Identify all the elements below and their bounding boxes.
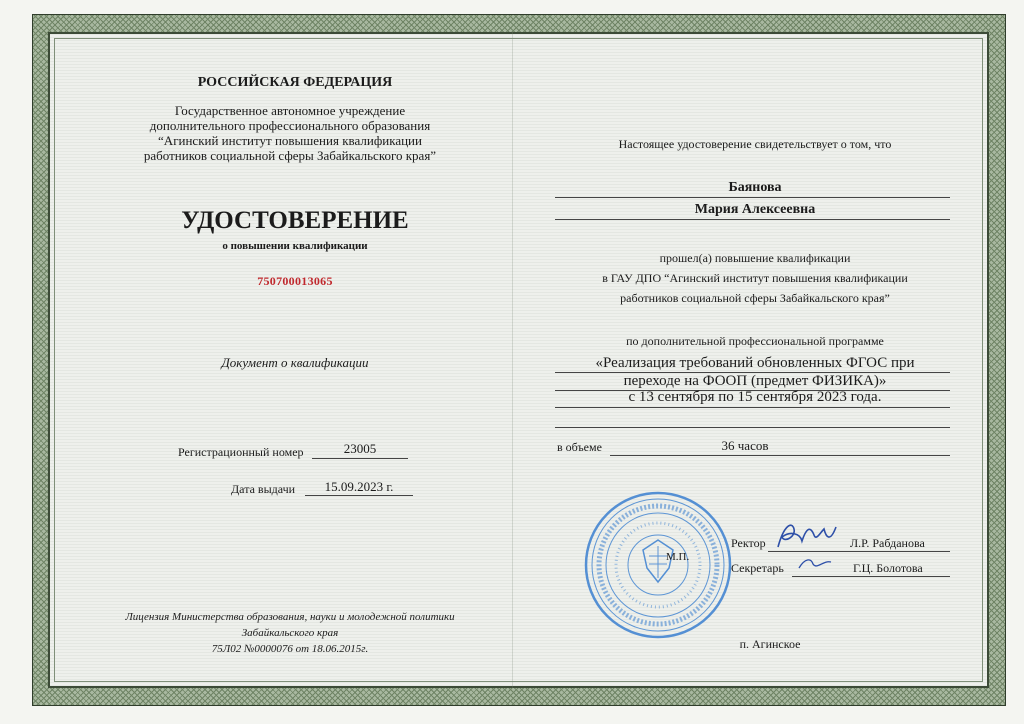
volume-label: в объеме xyxy=(557,440,602,454)
registration-underline xyxy=(312,458,408,459)
serial-number: 750700013065 xyxy=(257,274,333,288)
rector-label: Ректор xyxy=(731,536,766,550)
program-label: по дополнительной профессиональной программе xyxy=(626,334,884,348)
org-line: Государственное автономное учреждение xyxy=(174,103,406,118)
volume-value: 36 часов xyxy=(721,438,769,453)
license-line: Забайкальского края xyxy=(241,627,339,639)
secretary-signature xyxy=(795,554,835,574)
surname: Баянова xyxy=(728,180,782,195)
secretary-label: Секретарь xyxy=(731,561,784,575)
passed-text: прошел(а) повышение квалификации xyxy=(659,251,851,265)
document-type: Документ о квалификации xyxy=(221,355,369,370)
document-title: УДОСТОВЕРЕНИЕ xyxy=(181,207,409,234)
program-title-line: «Реализация требований обновленных ФГОС при xyxy=(595,355,915,371)
secretary-name: Г.Ц. Болотова xyxy=(853,561,923,575)
institution-line: в ГАУ ДПО “Агинский институт повышения квалификации xyxy=(602,271,908,285)
org-line: работников социальной сферы Забайкальского края” xyxy=(143,148,437,163)
license-line: Лицензия Министерства образования, науки и молодежной политики xyxy=(125,611,455,623)
certificate-intro: Настоящее удостоверение свидетельствует о том, что xyxy=(618,137,892,151)
place-name: п. Агинское xyxy=(739,637,801,651)
institution-line: работников социальной сферы Забайкальского края” xyxy=(620,291,890,305)
official-seal xyxy=(583,490,733,640)
rector-signature xyxy=(770,515,840,555)
issue-date-underline xyxy=(305,495,413,496)
rector-name: Л.Р. Рабданова xyxy=(850,536,925,550)
program-underline xyxy=(555,407,950,408)
seal-mark: М.П. xyxy=(666,551,690,563)
secretary-underline xyxy=(792,576,950,577)
country-heading: РОССИЙСКАЯ ФЕДЕРАЦИЯ xyxy=(197,75,393,90)
issue-date-value: 15.09.2023 г. xyxy=(324,479,394,494)
program-title-line: переходе на ФООП (предмет ФИЗИКА)» xyxy=(623,373,887,389)
issue-date-label: Дата выдачи xyxy=(231,482,296,496)
program-underline xyxy=(555,427,950,428)
org-line: дополнительного профессионального образования xyxy=(149,118,431,133)
volume-underline xyxy=(610,455,950,456)
org-line: “Агинский институт повышения квалификации xyxy=(158,133,422,148)
surname-underline xyxy=(555,197,950,198)
given-names: Мария Алексеевна xyxy=(694,202,816,217)
license-line: 75Л02 №0000076 от 18.06.2015г. xyxy=(211,643,369,655)
page-fold xyxy=(512,32,513,688)
given-names-underline xyxy=(555,219,950,220)
document-subtitle: о повышении квалификации xyxy=(222,240,368,252)
registration-value: 23005 xyxy=(343,441,377,456)
registration-label: Регистрационный номер xyxy=(178,445,304,459)
rector-underline xyxy=(768,551,950,552)
program-dates: с 13 сентября по 15 сентября 2023 года. xyxy=(628,389,882,405)
